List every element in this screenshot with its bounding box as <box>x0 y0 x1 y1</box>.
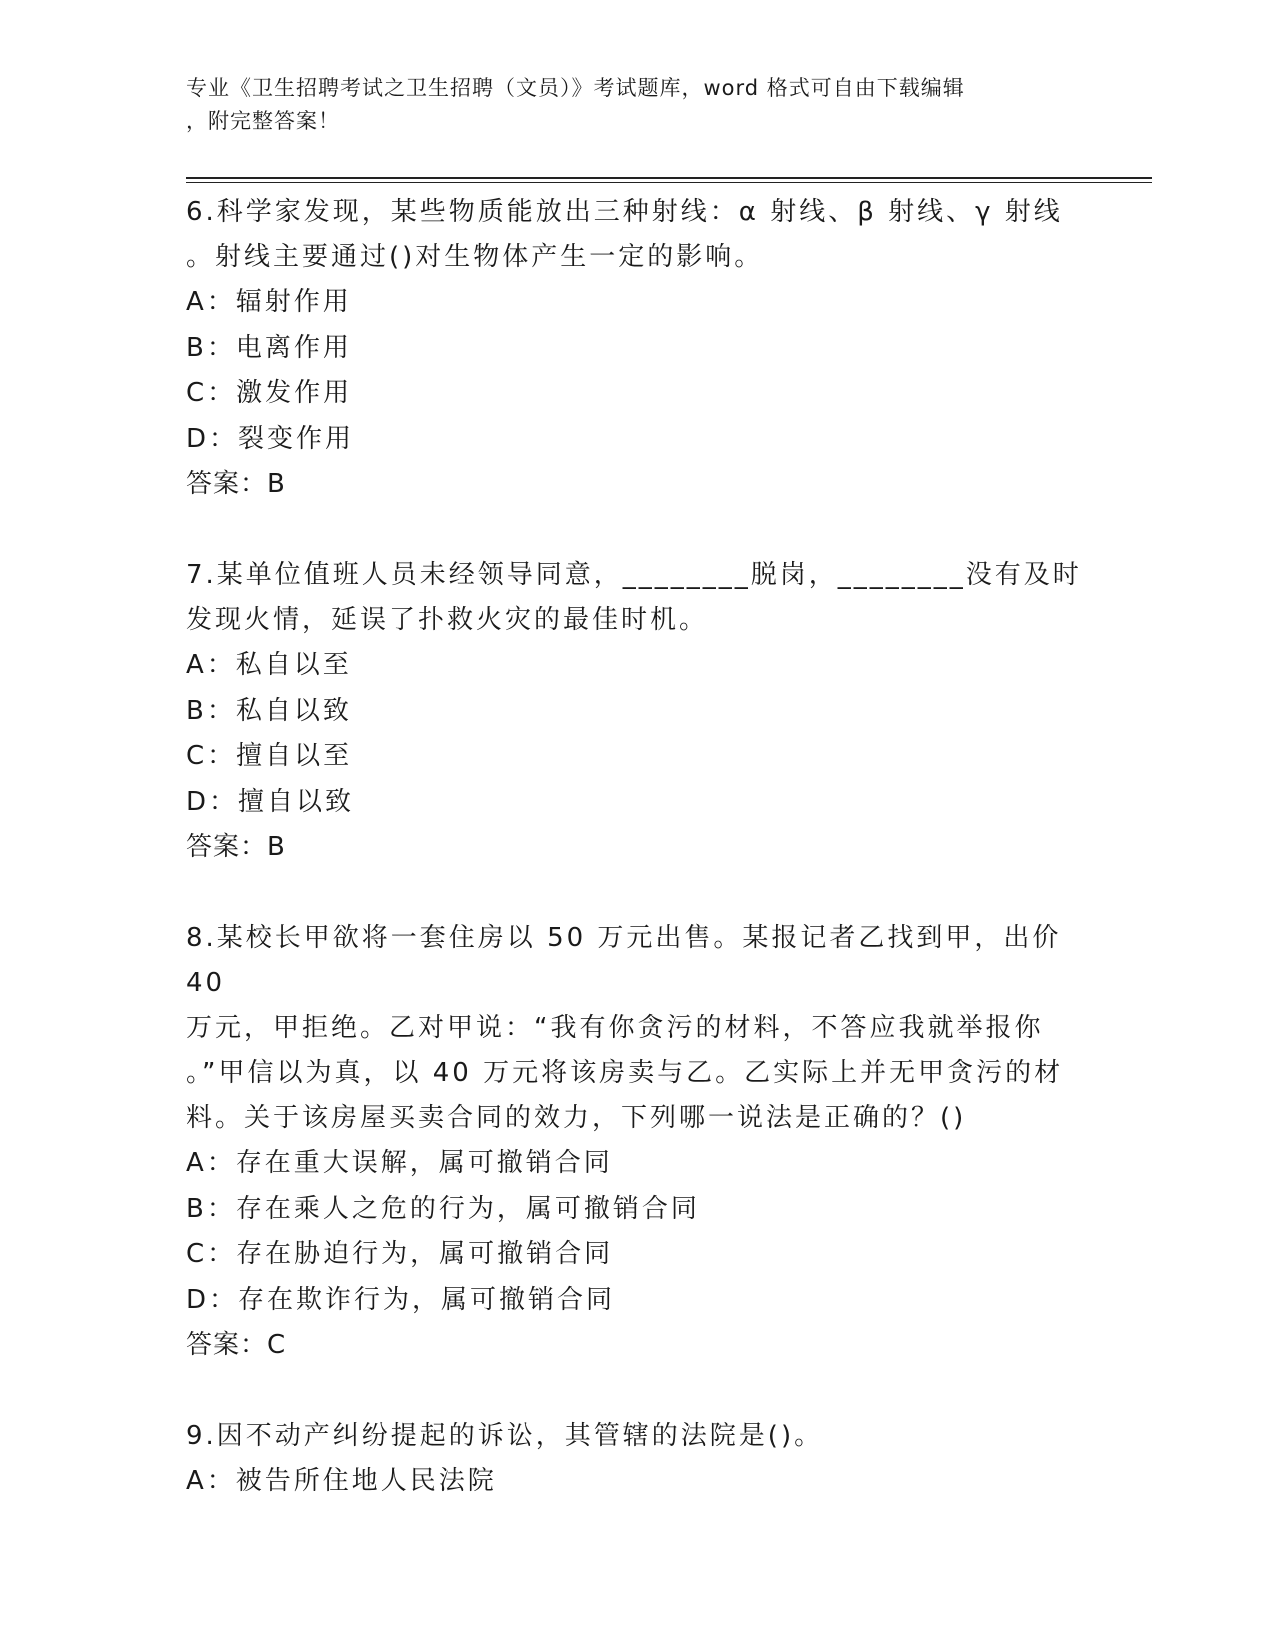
option-c: C：存在胁迫行为，属可撤销合同 <box>186 1239 614 1269</box>
question-stem: 9.因不动产纠纷提起的诉讼，其管辖的法院是()。 <box>186 1421 824 1451</box>
option-b: B：存在乘人之危的行为，属可撤销合同 <box>186 1193 700 1224</box>
option-c: C：激发作用 <box>186 378 353 408</box>
question-stem: 8.某校长甲欲将一套住房以 50 万元出售。某报记者乙找到甲，出价 40 万元，甲拒绝。乙对甲说：“我有你贪污的材料，不答应我就举报你 。”甲信以为真，以 40 万元将该房卖与乙。乙实际上并无甲贪污的材 料。关于该房屋买卖合同的效力，下列哪一说法是正确的？() <box>186 923 1064 1133</box>
header-divider-thick <box>186 177 1152 179</box>
option-a: A：私自以至 <box>186 650 352 680</box>
option-b: B：电离作用 <box>186 332 352 363</box>
document-header: 专业《卫生招聘考试之卫生招聘（文员）》考试题库，word 格式可自由下载编辑 ，附完整答案！ <box>186 76 965 133</box>
question-6 <box>186 190 1086 507</box>
answer-line: 答案：C <box>186 1330 287 1360</box>
option-c: C：擅自以至 <box>186 741 353 771</box>
question-7 <box>186 553 1086 870</box>
option-a: A：辐射作用 <box>186 287 352 317</box>
question-stem: 6.科学家发现，某些物质能放出三种射线：α 射线、β 射线、γ 射线 。射线主要通过()对生物体产生一定的影响。 <box>186 197 1063 272</box>
answer-line: 答案：B <box>186 832 286 862</box>
answer-line: 答案：B <box>186 469 286 499</box>
option-d: D：裂变作用 <box>186 423 355 454</box>
question-9 <box>186 1414 1086 1505</box>
option-b: B：私自以致 <box>186 695 352 726</box>
header-divider-thin <box>186 182 1152 183</box>
option-d: D：擅自以致 <box>186 786 355 817</box>
question-stem: 7.某单位值班人员未经领导同意，________脱岗，________没有及时 发现火情，延误了扑救火灾的最佳时机。 <box>186 560 1082 635</box>
option-d: D：存在欺诈行为，属可撤销合同 <box>186 1284 616 1315</box>
option-a: A：存在重大误解，属可撤销合同 <box>186 1148 613 1178</box>
question-list <box>186 190 1086 1551</box>
question-8 <box>186 916 1086 1368</box>
option-a: A：被告所住地人民法院 <box>186 1466 497 1496</box>
